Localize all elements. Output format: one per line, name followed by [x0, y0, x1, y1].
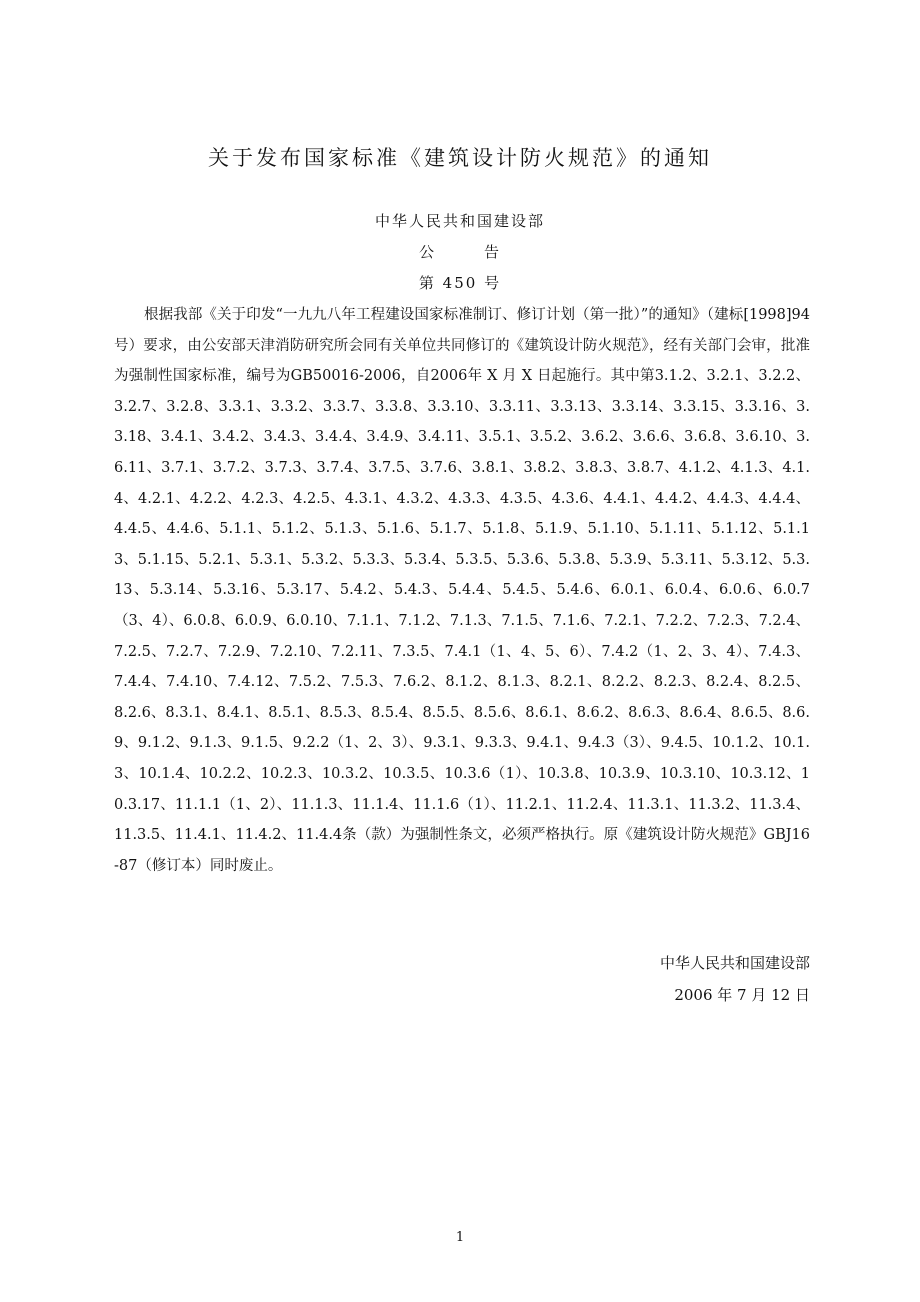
notice-heading-right: 告: [484, 243, 502, 261]
notice-heading-left: 公: [418, 243, 436, 261]
signature-date: 2006 年 7 月 12 日: [674, 986, 810, 1004]
page-number: 1: [455, 1230, 465, 1245]
notice-body: 根据我部《关于印发“一九九八年工程建设国家标准制订、修订计划（第一批）”的通知》（建标[1998]94号）要求，由公安部天津消防研究所会同有关单位共同修订的《建筑设计防火规范》，经有关部门会审，批准为强制性国家标准，编号为GB50016-2006，自2006年 X 月 X 日起施行。其中第3.1.2、3.2.1、3.2.2、3.2.7、3.2.8、3.3.1、3.3.2、3.3.7、3.3.8、3.3.10、3.3.11、3.3.13、3.3.14、3.3.15、3.3.16、3.3.18、3.4.1、3.4.2、3.4.3、3.4.4、3.4.9、3.4.11、3.5.1、3.5.2、3.6.2、3.6.6、3.6.8、3.6.10、3.6.11、3.7.1、3.7.2、3.7.3、3.7.4、3.7.5、3.7.6、3.8.1、3.8.2、3.8.3、3.8.7、4.1.2、4.1.3、4.1.4、4.2.1、4.2.2、4.2.3、4.2.5、4.3.1、4.3.2、4.3.3、4.3.5、4.3.6、4.4.1、4.4.2、4.4.3、4.4.4、4.4.5、4.4.6、5.1.1、5.1.2、5.1.3、5.1.6、5.1.7、5.1.8、5.1.9、5.1.10、5.1.11、5.1.12、5.1.13、5.1.15、5.2.1、5.3.1、5.3.2、5.3.3、5.3.4、5.3.5、5.3.6、5.3.8、5.3.9、5.3.11、5.3.12、5.3.13、5.3.14、5.3.16、5.3.17、5.4.2、5.4.3、5.4.4、5.4.5、5.4.6、6.0.1、6.0.4、6.0.6、6.0.7（3、4）、6.0.8、6.0.9、6.0.10、7.1.1、7.1.2、7.1.3、7.1.5、7.1.6、7.2.1、7.2.2、7.2.3、7.2.4、7.2.5、7.2.7、7.2.9、7.2.10、7.2.11、7.3.5、7.4.1（1、4、5、6）、7.4.2（1、2、3、4）、7.4.3、7.4.4、7.4.10、7.4.12、7.5.2、7.5.3、7.6.2、8.1.2、8.1.3、8.2.1、8.2.2、8.2.3、8.2.4、8.2.5、8.2.6、8.3.1、8.4.1、8.5.1、8.5.3、8.5.4、8.5.5、8.5.6、8.6.1、8.6.2、8.6.3、8.6.4、8.6.5、8.6.9、9.1.2、9.1.3、9.1.5、9.2.2（1、2、3）、9.3.1、9.3.3、9.4.1、9.4.3（3）、9.4.5、10.1.2、10.1.3、10.1.4、10.2.2、10.2.3、10.3.2、10.3.5、10.3.6（1）、10.3.8、10.3.9、10.3.10、10.3.12、10.3.17、11.1.1（1、2）、11.1.3、11.1.4、11.1.6（1）、11.2.1、11.2.4、11.3.1、11.3.2、11.3.4、11.3.5、11.4.1、11.4.2、11.4.4条（款）为强制性条文，必须严格执行。原《建筑设计防火规范》GBJ16-87（修订本）同时废止。: [114, 307, 810, 874]
signature-organization: 中华人民共和国建设部: [659, 954, 810, 972]
issuer-name: 中华人民共和国建设部: [374, 212, 545, 230]
document-title: 关于发布国家标准《建筑设计防火规范》的通知: [208, 146, 712, 170]
notice-heading: [0, 241, 920, 263]
notice-number: 第 450 号: [418, 274, 502, 292]
